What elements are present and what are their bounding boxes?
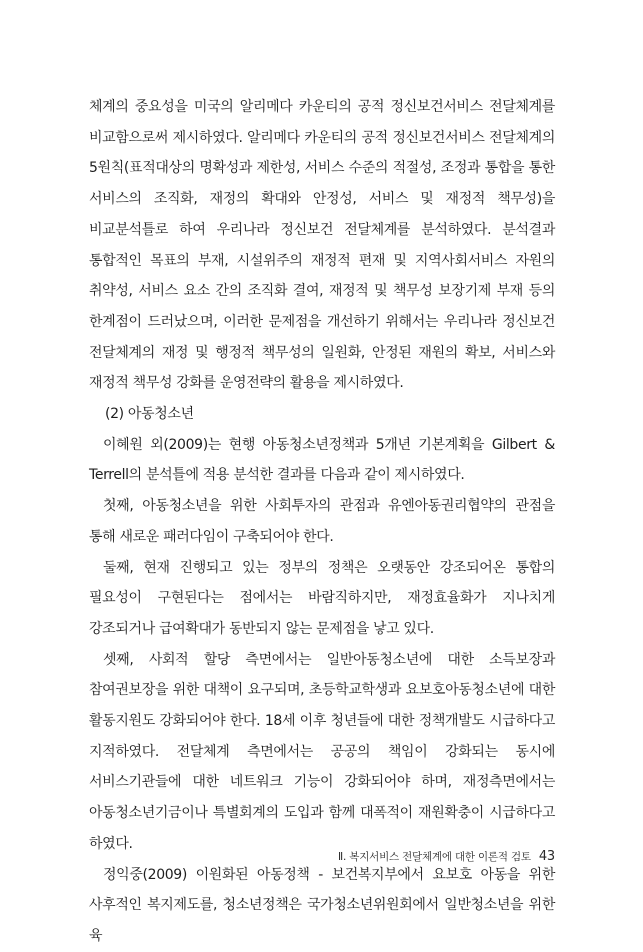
paragraph-lee-2009: 이혜원 외(2009)는 현행 아동청소년정책과 5개년 기본계획을 Gilbert & Terrell의 분석틀에 적용 분석한 결과를 다음과 같이 제시하였다. bbox=[89, 436, 555, 484]
page-body bbox=[89, 92, 555, 952]
section-heading-children-youth: (2) 아동청소년 bbox=[105, 406, 194, 423]
paragraph-first-point: 첫째, 아동청소년을 위한 사회투자의 관점과 유엔아동권리협약의 관점을 통해 새로운 패러다임이 구축되어야 한다. bbox=[89, 498, 555, 545]
paragraph-third-point: 셋째, 사회적 할당 측면에서는 일반아동청소년에 대한 소득보장과 참여권보장을 위한 대책이 요구되며, 초등학교학생과 요보호아동청소년에 대한 활동지원도 강화되어야 한다. 18세 이후 청년들에 대한 정책개발도 시급하다고 지적하였다. 전달체계 측면에서는 공공의 책임이 강화되는 동시에 서비스기관들에 대한 네트워크 기능이 강화되어야 하며, 재정측면에서는 아동청소년기금이나 특별회계의 도입과 함께 대폭적이 재원확충이 시급하다고 하였다. bbox=[89, 651, 555, 852]
paragraph-mental-health-delivery: 체계의 중요성을 미국의 알리메다 카운티의 공적 정신보건서비스 전달체계를 비교함으로써 제시하였다. 알리메다 카운티의 공적 정신보건서비스 전달체계의 5원칙(표적대상의 명확성과 제한성, 서비스 수준의 적절성, 조정과 통합을 통한 서비스의 조직화, 재정의 확대와 안정성, 서비스 및 재정적 책무성)을 비교분석틀로 하여 우리나라 정신보건 전달체계를 분석하였다. 분석결과 통합적인 목표의 부재, 시설위주의 재정적 편재 및 지역사회서비스 자원의 취약성, 서비스 요소 간의 조직화 결여, 재정적 및 책무성 보장기제 부재 등의 한계점이 드러났으며, 이러한 문제점을 개선하기 위해서는 우리나라 정신보건 전달체계의 재정 및 행정적 책무성의 일원화, 안정된 재원의 확보, 서비스와 재정적 책무성 강화를 운영전략의 활용을 제시하였다. bbox=[89, 99, 555, 392]
footer-chapter-title: Ⅱ. 복지서비스 전달체계에 대한 이론적 검토 bbox=[338, 851, 531, 863]
paragraph-jung-2009: 정익중(2009) 이원화된 아동정책 - 보건복지부에서 요보호 아동을 위한 사후적인 복지제도를, 청소년정책은 국가청소년위원회에서 일반청소년을 위한 육 bbox=[89, 866, 555, 944]
running-footer bbox=[89, 849, 555, 864]
paragraph-second-point: 둘째, 현재 진행되고 있는 정부의 정책은 오랫동안 강조되어온 통합의 필요성이 구현된다는 점에서는 바람직하지만, 재정효율화가 지나치게 강조되거나 급여확대가 동반되지 않는 문제점을 낳고 있다. bbox=[89, 559, 555, 637]
page-number: 43 bbox=[538, 849, 555, 864]
